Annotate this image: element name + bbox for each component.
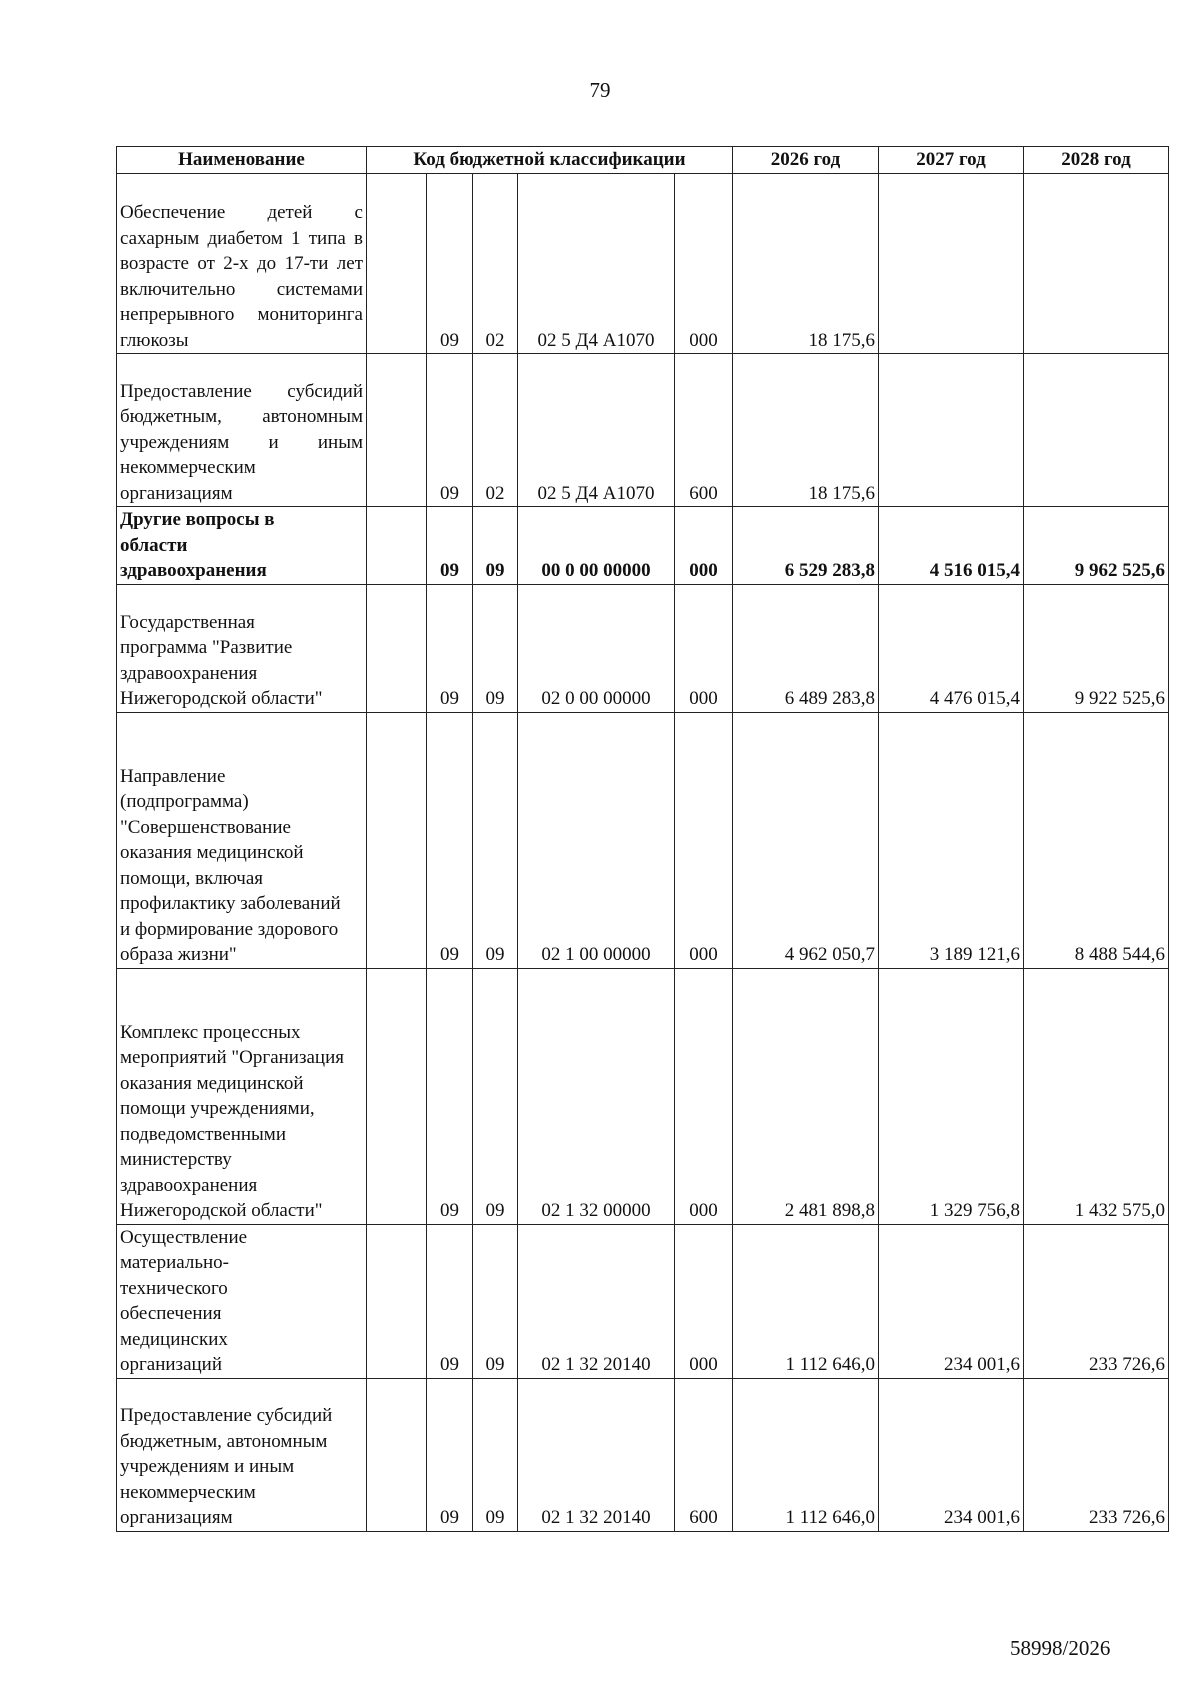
row-name: Осуществление материально-технического обеспечения медицинских организаций (117, 1224, 367, 1378)
row-2027: 4 476 015,4 (879, 584, 1024, 712)
row-2027: 4 516 015,4 (879, 507, 1024, 585)
row-2027 (879, 354, 1024, 507)
row-code-type: 600 (675, 354, 733, 507)
row-code-section: 09 (427, 968, 473, 1224)
table-row (117, 354, 1169, 507)
row-code-subsection: 09 (473, 507, 518, 585)
table-row (117, 968, 1169, 1224)
row-2026: 6 529 283,8 (733, 507, 879, 585)
row-code-blank (367, 584, 427, 712)
header-2026: 2026 год (733, 147, 879, 174)
row-code-type: 000 (675, 584, 733, 712)
row-code-blank (367, 1378, 427, 1531)
row-code-section: 09 (427, 1224, 473, 1378)
row-code-subsection: 02 (473, 354, 518, 507)
row-name: Направление (подпрограмма) "Совершенствование оказания медицинской помощи, включая профилактику заболеваний и формирование здорового образа жизни" (117, 712, 367, 968)
table-header-row (117, 147, 1169, 174)
table-row (117, 584, 1169, 712)
row-code-section: 09 (427, 354, 473, 507)
table-row (117, 507, 1169, 585)
header-2027: 2027 год (879, 147, 1024, 174)
row-code-blank (367, 507, 427, 585)
row-code-type: 000 (675, 174, 733, 354)
row-code-target: 00 0 00 00000 (518, 507, 675, 585)
header-code: Код бюджетной классификации (367, 147, 733, 174)
row-code-subsection: 09 (473, 1224, 518, 1378)
row-code-type: 000 (675, 712, 733, 968)
row-code-target: 02 1 32 20140 (518, 1224, 675, 1378)
row-code-blank (367, 354, 427, 507)
row-name: Государственная программа "Развитие здравоохранения Нижегородской области" (117, 584, 367, 712)
row-2026: 1 112 646,0 (733, 1378, 879, 1531)
row-code-subsection: 09 (473, 968, 518, 1224)
row-code-section: 09 (427, 712, 473, 968)
row-2028: 233 726,6 (1024, 1224, 1169, 1378)
row-code-target: 02 5 Д4 А1070 (518, 174, 675, 354)
header-2028: 2028 год (1024, 147, 1169, 174)
row-2028: 9 962 525,6 (1024, 507, 1169, 585)
row-2026: 2 481 898,8 (733, 968, 879, 1224)
table-row (117, 1378, 1169, 1531)
row-code-target: 02 0 00 00000 (518, 584, 675, 712)
row-code-subsection: 09 (473, 584, 518, 712)
row-code-target: 02 1 32 00000 (518, 968, 675, 1224)
row-code-blank (367, 1224, 427, 1378)
row-code-section: 09 (427, 174, 473, 354)
row-code-section: 09 (427, 1378, 473, 1531)
header-name: Наименование (117, 147, 367, 174)
row-2026: 18 175,6 (733, 354, 879, 507)
row-2028 (1024, 354, 1169, 507)
row-name: Обеспечение детей с сахарным диабетом 1 типа в возрасте от 2-х до 17-ти лет включительно системами непрерывного мониторинга глюкозы (117, 174, 367, 354)
row-2028: 1 432 575,0 (1024, 968, 1169, 1224)
row-name: Предоставление субсидий бюджетным, автономным учреждениям и иным некоммерческим организациям (117, 1378, 367, 1531)
row-2027: 234 001,6 (879, 1224, 1024, 1378)
row-2026: 1 112 646,0 (733, 1224, 879, 1378)
table-row (117, 1224, 1169, 1378)
row-code-blank (367, 174, 427, 354)
row-code-blank (367, 712, 427, 968)
row-code-blank (367, 968, 427, 1224)
row-name: Предоставление субсидий бюджетным, автономным учреждениям и иным некоммерческим организациям (117, 354, 367, 507)
row-2026: 18 175,6 (733, 174, 879, 354)
row-code-type: 000 (675, 507, 733, 585)
row-2027: 3 189 121,6 (879, 712, 1024, 968)
row-code-target: 02 1 32 20140 (518, 1378, 675, 1531)
table-row (117, 712, 1169, 968)
row-2027: 234 001,6 (879, 1378, 1024, 1531)
table-row (117, 174, 1169, 354)
row-code-target: 02 1 00 00000 (518, 712, 675, 968)
document-id: 58998/2026 (1010, 1636, 1111, 1660)
page-number: 79 (589, 78, 611, 102)
row-2026: 4 962 050,7 (733, 712, 879, 968)
row-code-subsection: 09 (473, 1378, 518, 1531)
row-2028: 233 726,6 (1024, 1378, 1169, 1531)
row-code-type: 000 (675, 1224, 733, 1378)
row-code-section: 09 (427, 584, 473, 712)
row-2027: 1 329 756,8 (879, 968, 1024, 1224)
row-2028: 9 922 525,6 (1024, 584, 1169, 712)
row-name: Комплекс процессных мероприятий "Организация оказания медицинской помощи учреждениями, подведомственными министерству здравоохранения Нижегородской области" (117, 968, 367, 1224)
row-name: Другие вопросы в области здравоохранения (117, 507, 367, 585)
row-2028: 8 488 544,6 (1024, 712, 1169, 968)
row-code-type: 000 (675, 968, 733, 1224)
row-2027 (879, 174, 1024, 354)
row-2026: 6 489 283,8 (733, 584, 879, 712)
row-2028 (1024, 174, 1169, 354)
budget-table (116, 146, 1169, 1532)
row-code-type: 600 (675, 1378, 733, 1531)
row-code-target: 02 5 Д4 А1070 (518, 354, 675, 507)
row-code-subsection: 09 (473, 712, 518, 968)
row-code-section: 09 (427, 507, 473, 585)
row-code-subsection: 02 (473, 174, 518, 354)
